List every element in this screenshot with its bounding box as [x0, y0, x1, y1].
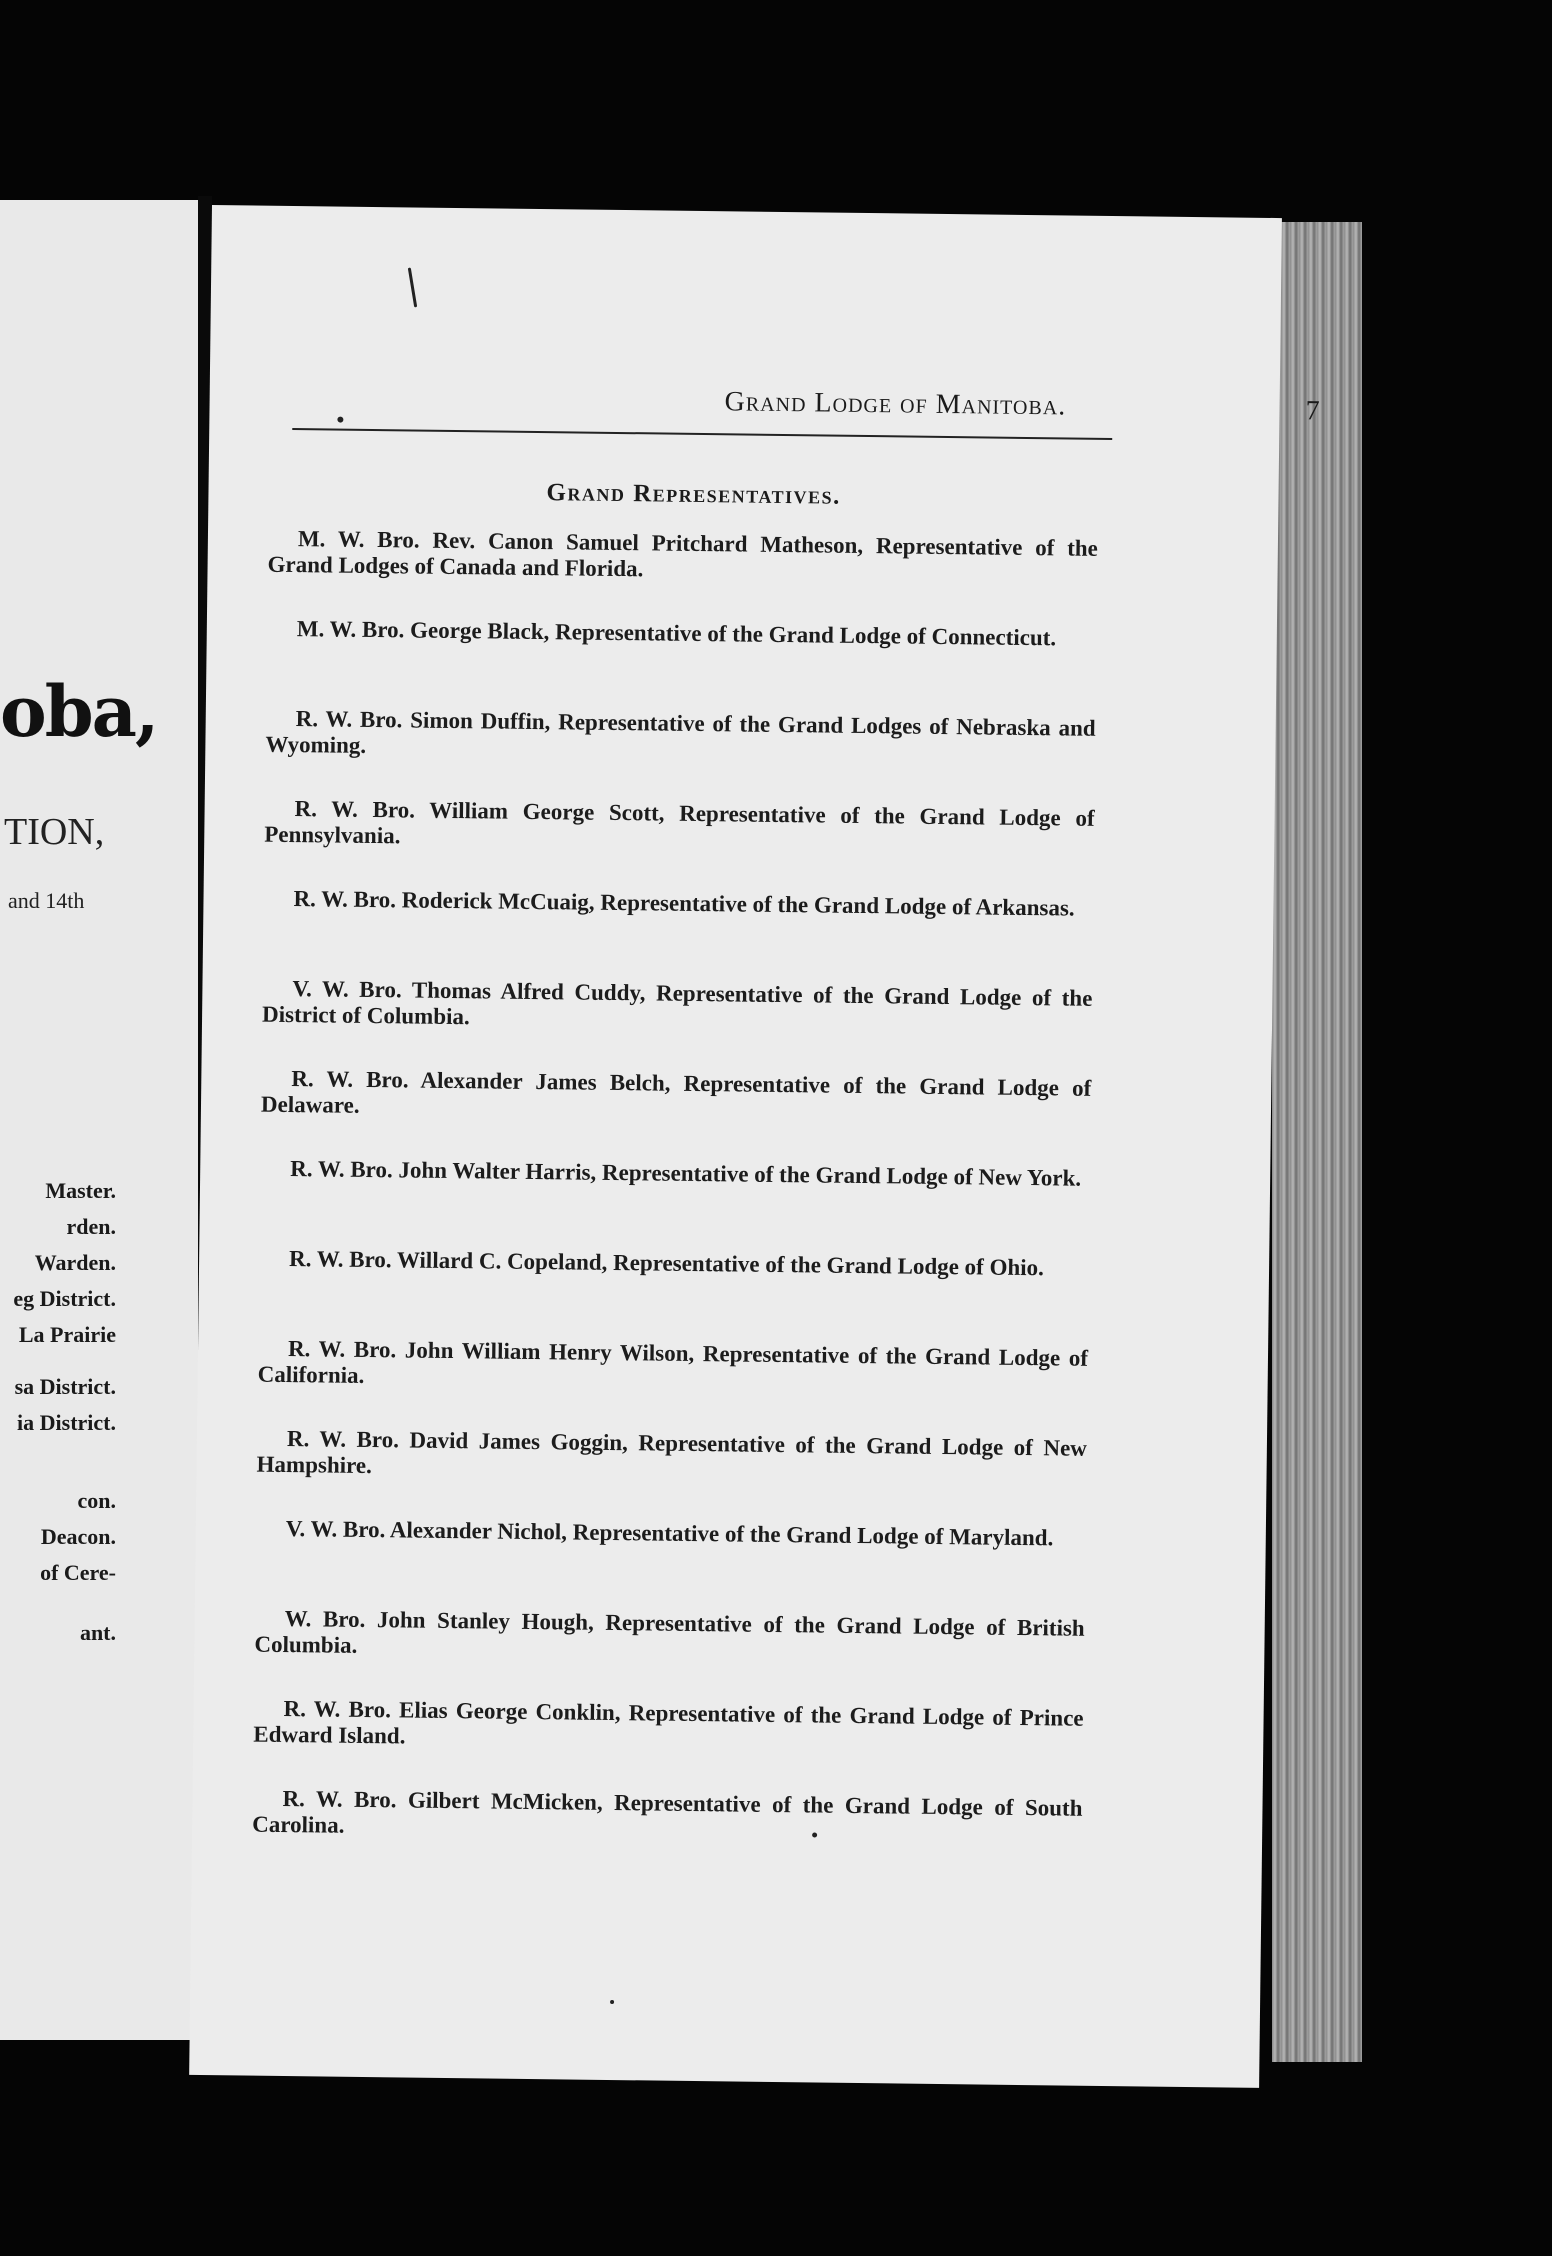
representative-entry: R. W. Bro. Roderick McCuaig, Representative of the Grand Lodge of Arkansas.	[293, 886, 1075, 921]
scan-speck	[812, 1832, 817, 1837]
running-title: Grand Lodge of Manitoba.	[724, 386, 1067, 422]
scan-speck	[610, 2000, 614, 2004]
representative-entry: V. W. Bro. Alexander Nichol, Representative of the Grand Lodge of Maryland.	[285, 1516, 1054, 1551]
running-head	[510, 384, 1320, 427]
left-line: ia District.	[17, 1410, 116, 1435]
representative-entry: R. W. Bro. William George Scott, Representative of the Grand Lodge of Pennsylvania.	[264, 796, 1095, 849]
left-line: Deacon.	[40, 1524, 116, 1549]
representative-entry: R. W. Bro. Elias George Conklin, Representative of the Grand Lodge of Prince Edward Island.	[253, 1695, 1084, 1749]
header-rule	[292, 428, 1112, 440]
section-heading: Grand Representatives.	[546, 479, 842, 510]
representative-entry: R. W. Bro. Simon Duffin, Representative of the Grand Lodges of Nebraska and Wyoming.	[265, 706, 1096, 758]
left-line: sa District.	[14, 1374, 116, 1399]
left-line: ant.	[79, 1620, 116, 1645]
representative-entry: R. W. Bro. John William Henry Wilson, Representative of the Grand Lodge of California.	[257, 1336, 1089, 1388]
page-edges	[1272, 222, 1362, 2062]
representative-entry: R. W. Bro. John Walter Harris, Representative of the Grand Lodge of New York.	[290, 1156, 1082, 1191]
left-line: Warden.	[34, 1250, 116, 1275]
page-number: 7	[1305, 395, 1320, 427]
scan-mark	[408, 267, 417, 307]
representative-entry: M. W. Bro. Rev. Canon Samuel Pritchard Matheson, Representative of the Grand Lodges of Canada and Florida.	[267, 526, 1099, 582]
right-page	[189, 205, 1320, 2088]
left-page-fragment	[0, 200, 198, 2040]
left-line: Master.	[45, 1178, 116, 1203]
left-line: La Prairie	[18, 1322, 116, 1347]
representative-entry: R. W. Bro. Gilbert McMicken, Representative of the Grand Lodge of South Carolina.	[252, 1785, 1083, 1838]
left-page-subtitle-fragment: TION,	[4, 811, 105, 853]
representative-entry: R. W. Bro. David James Goggin, Representative of the Grand Lodge of New Hampshire.	[256, 1426, 1088, 1479]
representative-entry: W. Bro. John Stanley Hough, Representative of the Grand Lodge of British Columbia.	[254, 1605, 1085, 1658]
left-line: eg District.	[13, 1286, 116, 1311]
representatives-list	[252, 526, 1099, 1838]
representative-entry: M. W. Bro. George Black, Representative of the Grand Lodge of Connecticut.	[296, 616, 1057, 651]
left-page-title-fragment: oba,	[0, 670, 158, 753]
left-line: con.	[77, 1488, 116, 1513]
scan-speck	[337, 417, 343, 423]
representative-entry: R. W. Bro. Willard C. Copeland, Representative of the Grand Lodge of Ohio.	[288, 1246, 1045, 1281]
left-line: of Cere-	[40, 1560, 116, 1585]
left-line: rden.	[66, 1214, 116, 1239]
representative-entry: V. W. Bro. Thomas Alfred Cuddy, Representative of the Grand Lodge of the District of Columbia.	[261, 976, 1093, 1030]
representative-entry: R. W. Bro. Alexander James Belch, Representative of the Grand Lodge of Delaware.	[260, 1066, 1092, 1118]
left-page-date-fragment: and 14th	[8, 888, 85, 913]
